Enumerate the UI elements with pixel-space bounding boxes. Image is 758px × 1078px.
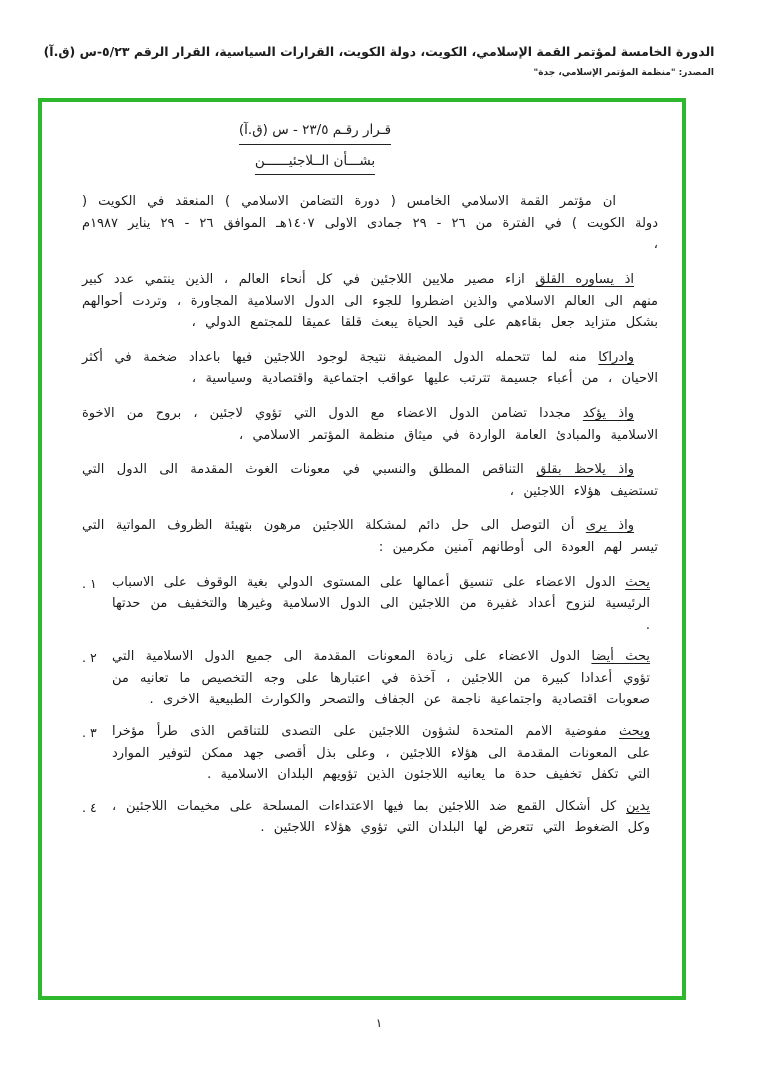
resolution-item: [82, 572, 658, 637]
scan-frame: [38, 98, 686, 1000]
underlined-phrase: يحث أيضا: [591, 649, 650, 665]
source-text: المصدر: "منظمة المؤتمر الإسلامي، جدة": [533, 68, 714, 78]
paragraph-text: منه لما تتحمله الدول المضيفة نتيجة لوجود اللاجئين فيها باعداد ضخمة في أكثر الاحيان ، من أعباء جسيمة تترتب عليها عواقب اجتماعية واقتصادية وسياسية ،: [82, 349, 658, 387]
resolution-title-block: [38, 120, 603, 175]
resolution-subject: بشـــأن الــلاجئيــــــن: [255, 151, 375, 176]
document-header: [0, 0, 758, 59]
underlined-phrase: ويحث: [618, 724, 650, 740]
paragraph-text: ان مؤتمر القمة الاسلامي الخامس ( دورة التضامن الاسلامي ) المنعقد في الكويت ( دولة الكويت ) في الفترة من ٢٦ - ٢٩ جمادى الاولى ١٤٠٧هـ الموافق ٢٦ - ٢٩ يناير ١٩٨٧م ،: [82, 194, 658, 253]
underlined-phrase: واذ يؤكد: [582, 405, 634, 421]
item-body-text: كل أشكال القمع ضد اللاجئين بما فيها الاعتداءات المسلحة على مخيمات اللاجئين ، وكل الضغوط التي تتعرض لها البلدان التي تؤوي هؤلاء اللاجئين .: [112, 798, 650, 836]
item-body-text: مفوضية الامم المتحدة لشؤون اللاجئين على التصدى للتناقص الذى طرأ مؤخرا على المعونات المقدمة الى هؤلاء اللاجئين ، وعلى بذل أقصى جهد ممكن لتوفير الموارد التي تكفل تخفيف حدة ما يعانيه اللاجئون الذين تؤويهم البلدان الاسلامية .: [112, 724, 650, 783]
item-text: [112, 721, 650, 786]
item-number: ١ .: [82, 575, 97, 591]
preamble-paragraph: [82, 403, 658, 446]
preamble-paragraph: [82, 269, 658, 334]
underlined-phrase: وادراكا: [598, 349, 634, 365]
preamble-paragraph: [82, 191, 658, 256]
item-number: ٣ .: [82, 725, 97, 741]
paragraph-text: ازاء مصير ملايين اللاجئين في كل أنحاء العالم ، الذين ينتمي عدد كبير منهم الى العالم الاسلامي والذين اضطروا للجوء الى الدول الاسلامية المجاورة ، وتردت أحوالهم بشكل متزايد جعل بقاءهم على قيد الحياة يبعث قلقا عميقا للمجتمع الدولي ،: [82, 271, 658, 331]
resolution-number-line: [38, 120, 603, 145]
underlined-phrase: واذ يلاحظ بقلق: [536, 462, 634, 478]
item-number: ٢ .: [82, 650, 97, 666]
resolution-item: [82, 646, 658, 711]
item-text: [112, 572, 650, 637]
item-body-text: الدول الاعضاء على تنسيق أعمالها على المستوى الدولي بغية الوقوف على الاسباب الرئيسية لنزوح أعداد غفيرة من اللاجئين الى الدول الاسلامية وغيرها والتخفيف من حدتها .: [112, 574, 650, 633]
item-body-text: الدول الاعضاء على زيادة المعونات المقدمة الى جميع الدول الاسلامية التي تؤوي أعدادا كبيرة من اللاجئين ، آخذة في اعتبارها على وجه التخصيص ما تعانيه من صعوبات اقتصادية واجتماعية ناجمة عن الجفاف والتصحر والكوارث الطبيعية الاخرى .: [112, 649, 650, 708]
item-text: [112, 796, 650, 839]
resolution-items: [82, 572, 658, 840]
underlined-phrase: واذ يرى: [585, 518, 634, 534]
resolution-subject-line: [38, 151, 603, 176]
header-title: الدورة الخامسة لمؤتمر القمة الإسلامي، الكويت، دولة الكويت، القرارات السياسية، القرار الرقم ٥/٢٣-س (ق.آ): [43, 44, 715, 59]
resolution-document: [82, 120, 658, 839]
paragraph-text: مجددا تضامن الدول الاعضاء مع الدول التي تؤوي لاجئين ، بروح من الاخوة الاسلامية والمبادئ العامة الواردة في ميثاق منظمة المؤتمر الاسلامي ،: [82, 405, 658, 443]
page-number: ١: [375, 1016, 383, 1030]
resolution-number: قـرار رقـم ٢٣/٥ - س (ق.آ): [239, 120, 391, 145]
resolution-item: [82, 796, 658, 839]
underlined-phrase: يدين: [626, 798, 650, 814]
paragraph-text: التناقص المطلق والنسبي في معونات الغوث المقدمة الى الدول التي تستضيف هؤلاء اللاجئين ،: [82, 462, 658, 499]
source-line: [0, 68, 758, 78]
paragraph-text: أن التوصل الى حل دائم لمشكلة اللاجئين مرهون بتهيئة الظروف المواتية التي تيسر لهم العودة الى أوطانهم آمنين مكرمين :: [82, 518, 658, 555]
underlined-phrase: اذ يساوره القلق: [535, 271, 635, 287]
preamble-paragraph: [82, 347, 658, 390]
item-number: ٤ .: [82, 799, 97, 815]
underlined-phrase: يحث: [625, 574, 650, 590]
preamble-paragraph: [82, 515, 658, 558]
item-text: [112, 646, 650, 711]
resolution-item: [82, 721, 658, 786]
preamble-paragraph: [82, 459, 658, 502]
